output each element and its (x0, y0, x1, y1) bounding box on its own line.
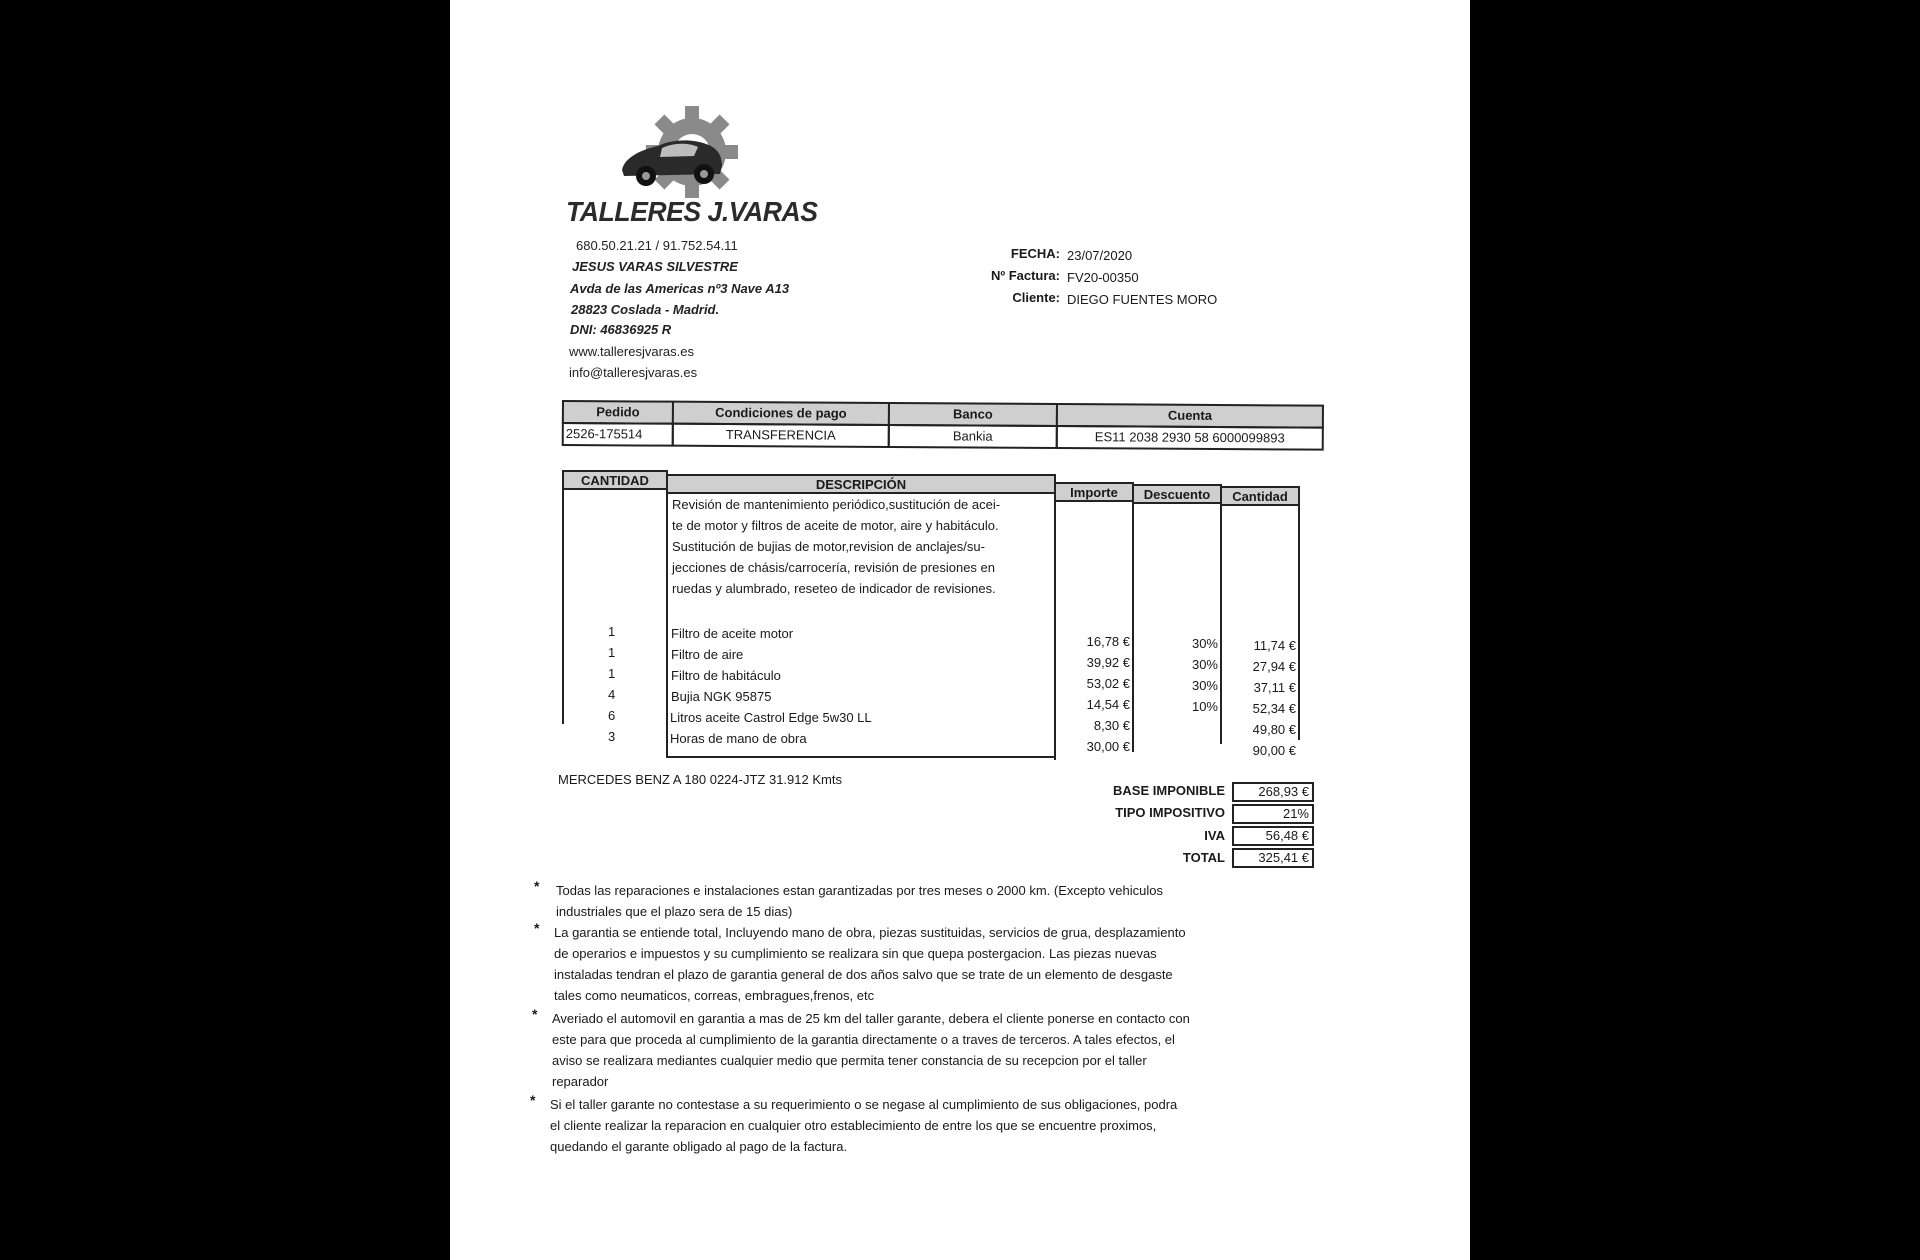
gear-car-logo-icon (610, 100, 760, 200)
col-header-descuento: Descuento (1132, 484, 1222, 504)
item-price: 14,54 € (1086, 697, 1130, 712)
note-bullet: * (530, 1092, 536, 1108)
factura-label: Nº Factura: (990, 268, 1060, 283)
order-info-table (562, 400, 1324, 467)
item-price: 53,02 € (1086, 676, 1130, 691)
item-discount: 30% (1191, 636, 1218, 651)
table-border-bottom (666, 756, 1056, 758)
service-description-line: te de motor y filtros de aceite de motor, aire y habitáculo. (672, 518, 999, 533)
item-qty: 3 (608, 729, 616, 744)
item-price: 8,30 € (1093, 718, 1130, 733)
service-description-line: jecciones de chásis/carrocería, revisión de presiones en (672, 560, 996, 575)
note-warranty-scope: La garantia se entiende total, Incluyendo mano de obra, piezas sustituidas, servicios de grua, desplazamiento de operarios e impuestos y su cumplimiento se realizara sin que quepa postergacion. Las piezas nuevas instaladas tendran el plazo de garantia general de dos años salvo que se trate de un elemento de desgaste tales como neumaticos, correas, embragues,frenos, etc (554, 925, 1186, 1003)
item-amount: 27,94 € (1252, 659, 1296, 674)
vehicle-info: MERCEDES BENZ A 180 0224-JTZ 31.912 Kmts (558, 772, 842, 787)
fecha-label: FECHA: (1010, 246, 1060, 261)
note-bullet: * (532, 1006, 538, 1022)
items-table (558, 468, 1328, 758)
cliente-value: DIEGO FUENTES MORO (1067, 292, 1218, 307)
company-owner: JESUS VARAS SILVESTRE (572, 259, 738, 274)
factura-value: FV20-00350 (1067, 270, 1139, 285)
item-amount: 37,11 € (1253, 680, 1296, 695)
invoice-page (450, 0, 1470, 1260)
item-discount: 30% (1191, 657, 1218, 672)
company-email: info@talleresjvaras.es (569, 365, 698, 380)
company-brand: TALLERES J.VARAS (566, 196, 818, 227)
order-value-pedido: 2526-175514 (562, 422, 674, 447)
order-header-banco: Banco (888, 402, 1058, 427)
service-description-line: Revisión de mantenimiento periódico,sustitución de acei- (672, 497, 1001, 512)
company-dni: DNI: 46836925 R (570, 322, 672, 337)
order-value-cuenta: ES11 2038 2930 58 6000099893 (1056, 425, 1324, 451)
item-amount: 49,80 € (1252, 722, 1296, 737)
item-qty: 1 (608, 666, 616, 681)
iva-label: IVA (1204, 828, 1225, 843)
item-desc: Litros aceite Castrol Edge 5w30 LL (670, 710, 872, 725)
note-bullet: * (534, 920, 540, 936)
item-amount: 11,74 € (1253, 638, 1296, 653)
table-border-right (1298, 504, 1300, 740)
item-price: 30,00 € (1086, 739, 1130, 754)
iva-value: 56,48 € (1232, 826, 1314, 846)
item-qty: 4 (608, 687, 616, 702)
base-imponible-value: 268,93 € (1232, 782, 1314, 802)
item-price: 39,92 € (1086, 655, 1130, 670)
item-price: 16,78 € (1086, 634, 1130, 649)
service-description-line: ruedas y alumbrado, reseteo de indicador de revisiones. (672, 581, 996, 596)
order-value-banco: Bankia (888, 424, 1058, 449)
col-header-cantidad: CANTIDAD (562, 470, 668, 490)
tipo-impositivo-value: 21% (1232, 804, 1314, 824)
item-desc: Filtro de aire (671, 647, 744, 662)
order-value-condiciones: TRANSFERENCIA (672, 423, 890, 448)
service-description (672, 494, 1017, 599)
item-desc: Filtro de habitáculo (671, 668, 781, 683)
item-discount: 10% (1191, 699, 1218, 714)
order-header-pedido: Pedido (562, 400, 674, 425)
note-no-response: Si el taller garante no contestase a su requerimiento o se negase al cumplimiento de sus obligaciones, podra el cliente realizar la reparacion en cualquier otro establecimiento de entre los que se encuentre proximos, quedando el garante obligado al pago de la factura. (550, 1097, 1178, 1154)
item-qty: 6 (608, 708, 616, 723)
item-desc: Horas de mano de obra (670, 731, 807, 746)
company-address-line1: Avda de las Americas nº3 Nave A13 (570, 281, 790, 296)
company-address-line2: 28823 Coslada - Madrid. (571, 302, 720, 317)
tipo-impositivo-label: TIPO IMPOSITIVO (1115, 805, 1225, 820)
cliente-label: Cliente: (1012, 290, 1060, 305)
note-bullet: * (534, 878, 540, 894)
order-header-cuenta: Cuenta (1056, 403, 1324, 429)
total-value: 325,41 € (1232, 848, 1314, 868)
service-description-line: Sustitución de bujias de motor,revision de anclajes/su- (672, 539, 985, 554)
note-warranty-period: Todas las reparaciones e instalaciones estan garantizadas por tres meses o 2000 km. (Excepto vehiculos industriales que el plazo sera de 15 dias) (556, 883, 1163, 919)
order-header-condiciones: Condiciones de pago (672, 401, 890, 426)
col-header-descripcion: DESCRIPCIÓN (666, 474, 1056, 494)
item-qty: 1 (608, 624, 616, 639)
table-border-left (562, 488, 564, 724)
col-header-cantidad-total: Cantidad (1220, 486, 1300, 506)
note-breakdown: Averiado el automovil en garantia a mas de 25 km del taller garante, debera el cliente ponerse en contacto con este para que proceda al cumplimiento de la garantia directamente o a traves de terceros. A tales efectos, el aviso se realizara mediantes cualquier medio que permita tener constancia de su recepcion por el taller reparador (552, 1011, 1190, 1089)
table-border-desc-left (666, 488, 668, 758)
total-label: TOTAL (1182, 850, 1225, 865)
item-desc: Filtro de aceite motor (671, 626, 794, 641)
fecha-value: 23/07/2020 (1067, 248, 1133, 263)
item-qty: 1 (608, 645, 616, 660)
base-imponible-label: BASE IMPONIBLE (1113, 783, 1225, 798)
company-phones: 680.50.21.21 / 91.752.54.11 (576, 238, 738, 253)
item-amount: 90,00 € (1252, 743, 1296, 758)
item-desc: Bujia NGK 95875 (671, 689, 772, 704)
col-header-importe: Importe (1054, 482, 1134, 502)
company-website: www.talleresjvaras.es (569, 344, 694, 359)
item-discount: 30% (1191, 678, 1218, 693)
table-border-importe-right (1132, 500, 1134, 752)
item-amount: 52,34 € (1252, 701, 1296, 716)
